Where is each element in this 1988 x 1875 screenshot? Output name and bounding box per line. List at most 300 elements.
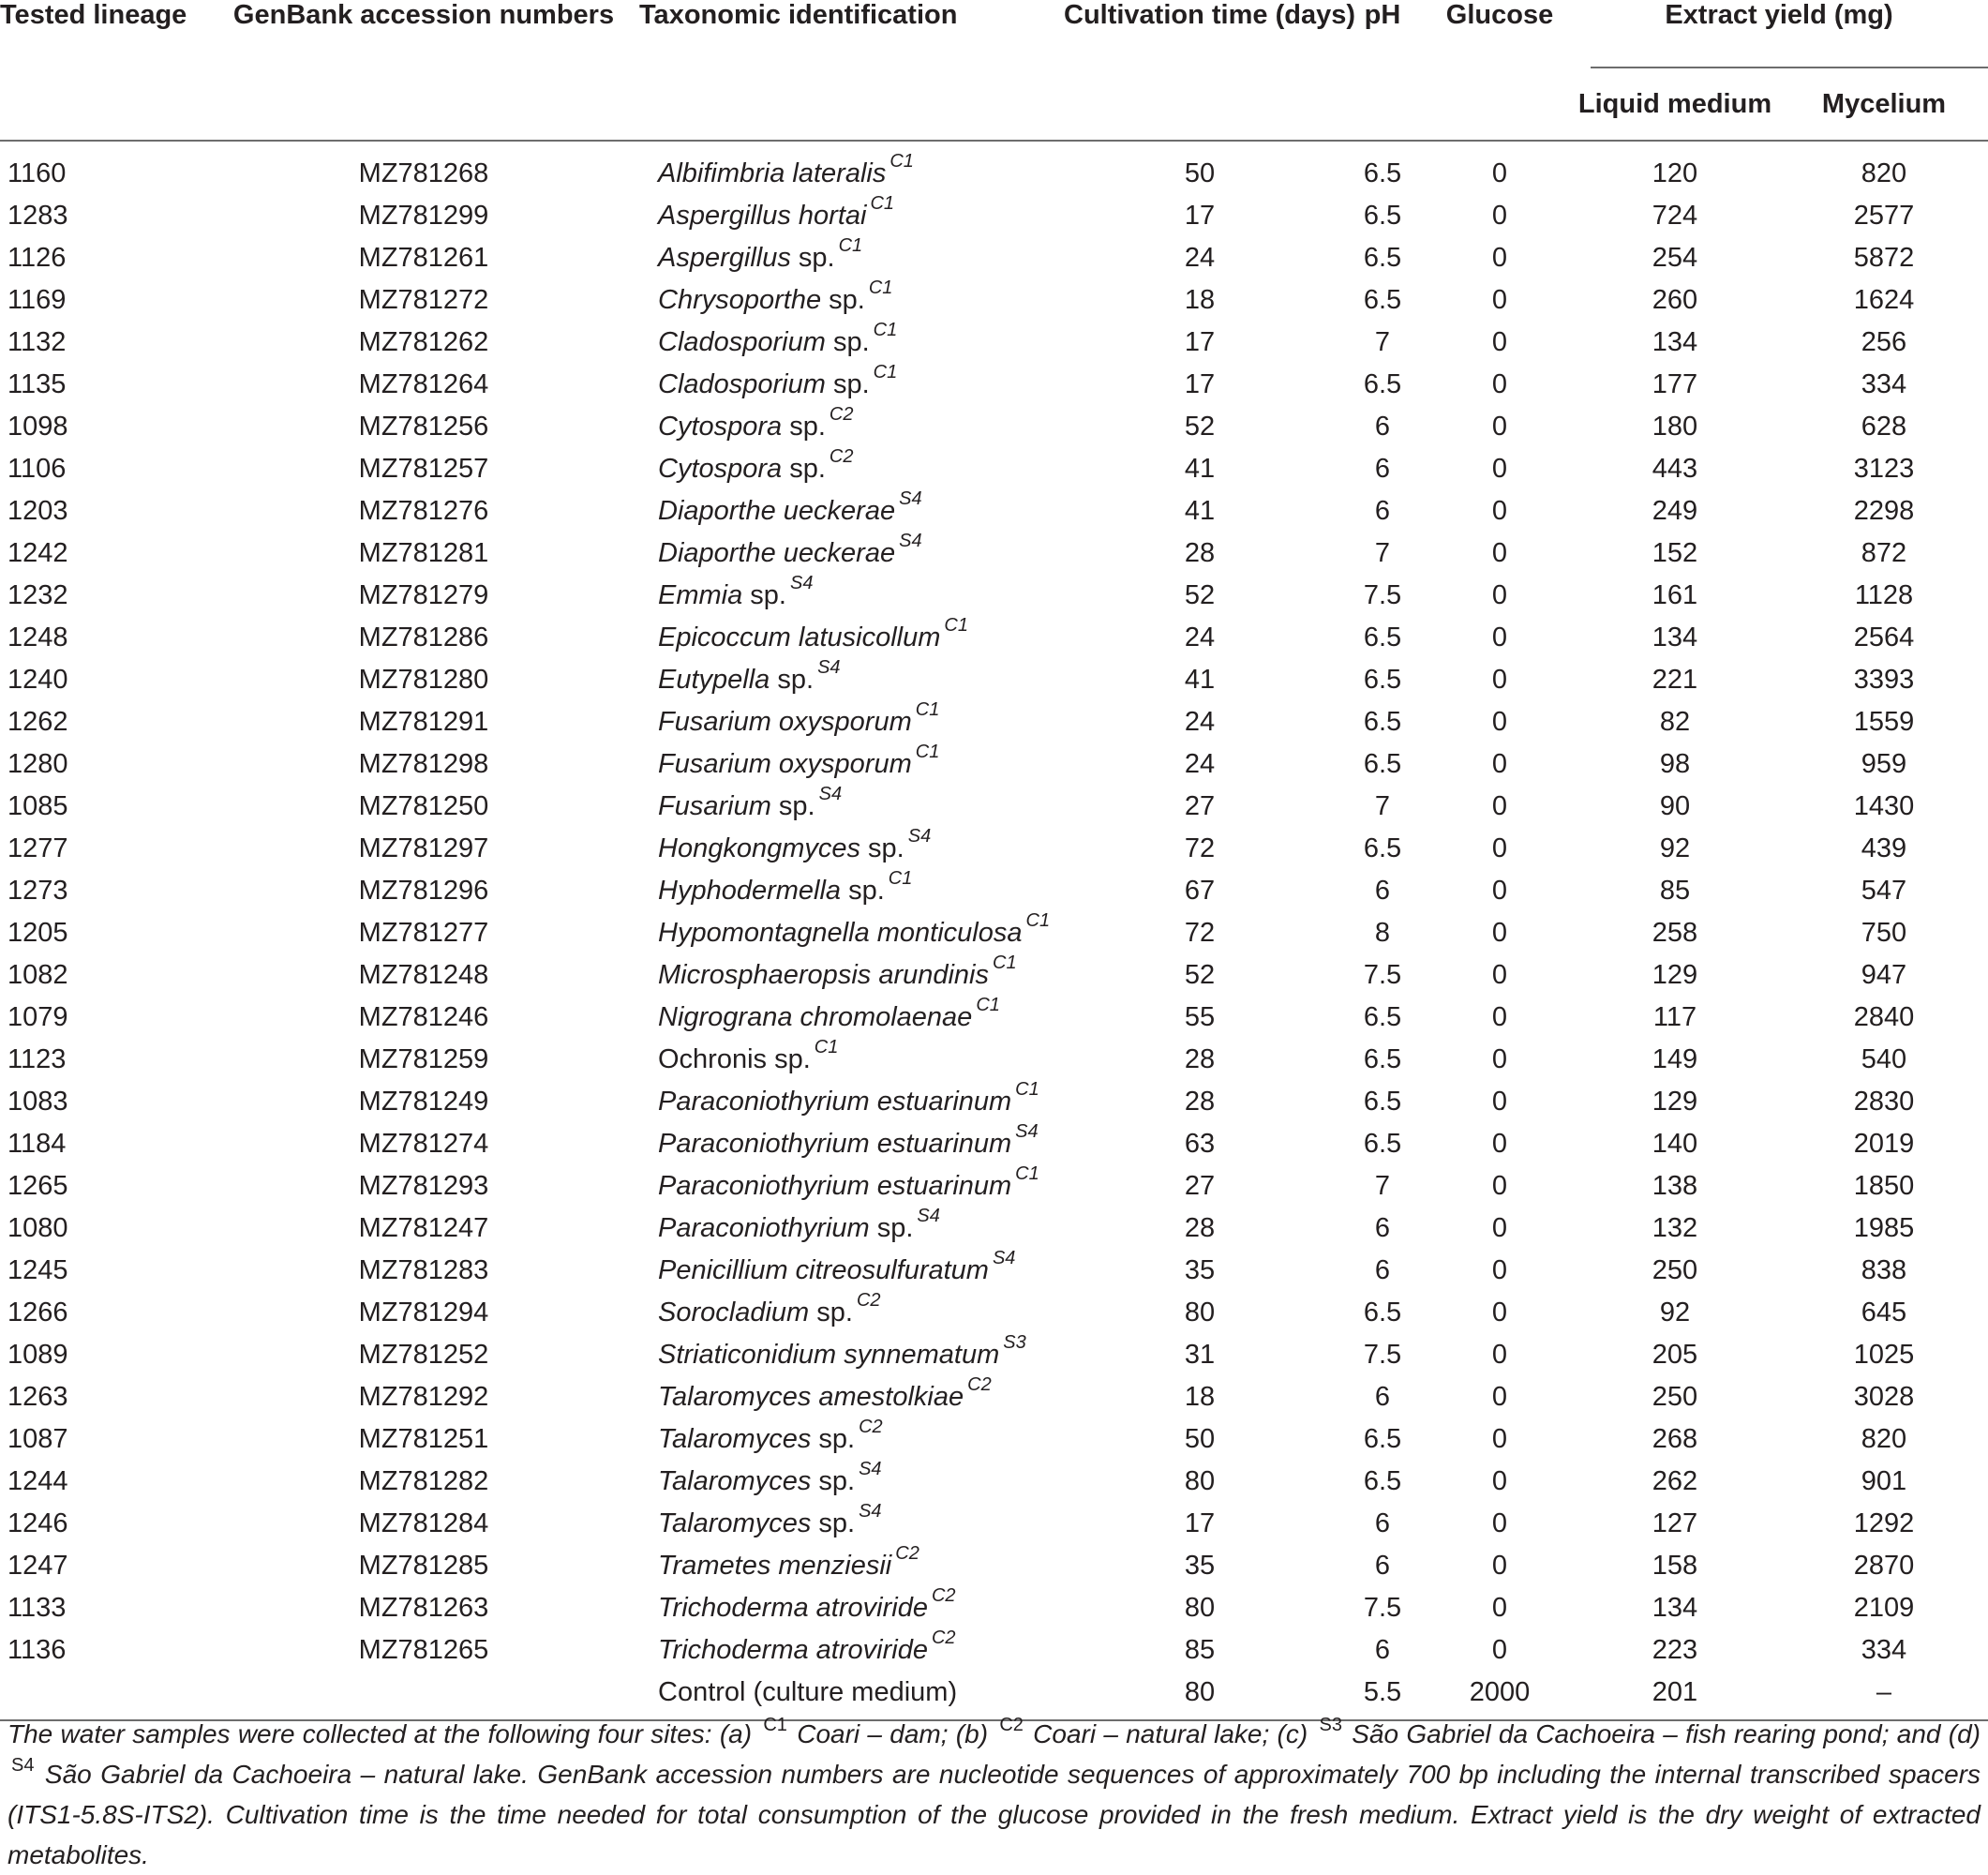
cell-taxonomy bbox=[639, 828, 1064, 870]
cell-genbank: MZ781280 bbox=[358, 665, 489, 695]
cell-lineage: 1240 bbox=[7, 665, 68, 695]
site-superscript: C2 bbox=[829, 446, 854, 467]
table-row bbox=[0, 406, 1988, 448]
cell-liquid-medium: 268 bbox=[1652, 1424, 1698, 1454]
cell-lineage: 1247 bbox=[7, 1551, 68, 1581]
cell-taxonomy bbox=[639, 659, 1064, 701]
site-superscript: C1 bbox=[868, 278, 893, 298]
table-row bbox=[0, 141, 1988, 195]
species-name: Fusarium bbox=[658, 791, 771, 821]
cell-cultivation-days: 72 bbox=[1184, 833, 1216, 863]
cell-genbank: MZ781252 bbox=[358, 1340, 489, 1370]
footnote-text-2: Coari – dam; (b) bbox=[788, 1719, 996, 1748]
cell-cultivation-days: 67 bbox=[1184, 876, 1216, 906]
cell-lineage: 1169 bbox=[7, 285, 67, 315]
cell-taxonomy bbox=[639, 1334, 1064, 1376]
species-name: Trichoderma atroviride bbox=[658, 1635, 928, 1665]
table-row bbox=[0, 1587, 1988, 1629]
cell-liquid-medium: 177 bbox=[1652, 369, 1698, 399]
cell-lineage: 1087 bbox=[7, 1424, 68, 1454]
cell-cultivation-days: 17 bbox=[1184, 369, 1216, 399]
cell-taxonomy bbox=[639, 279, 1064, 322]
cell-mycelium: 2830 bbox=[1853, 1087, 1915, 1117]
cell-taxonomy bbox=[639, 141, 1064, 195]
cell-glucose: 0 bbox=[1491, 1382, 1508, 1412]
cell-mycelium: 2109 bbox=[1853, 1593, 1915, 1623]
cell-mycelium: 2564 bbox=[1853, 622, 1915, 652]
site-superscript: S4 bbox=[1015, 1121, 1039, 1142]
cell-taxonomy bbox=[639, 1208, 1064, 1250]
cell-glucose: 0 bbox=[1491, 158, 1508, 188]
cell-genbank: MZ781291 bbox=[358, 707, 489, 737]
cell-taxonomy bbox=[639, 1081, 1064, 1123]
cell-liquid-medium: 250 bbox=[1652, 1382, 1698, 1412]
cell-lineage: 1089 bbox=[7, 1340, 68, 1370]
cell-glucose: 0 bbox=[1491, 1171, 1508, 1201]
species-name: Fusarium oxysporum bbox=[658, 749, 912, 779]
cell-mycelium: 872 bbox=[1861, 538, 1907, 568]
cell-taxonomy bbox=[639, 406, 1064, 448]
cell-cultivation-days: 24 bbox=[1184, 707, 1216, 737]
cell-lineage: 1265 bbox=[7, 1171, 68, 1201]
species-suffix: sp. bbox=[811, 1508, 856, 1538]
cell-cultivation-days: 52 bbox=[1184, 960, 1216, 990]
cell-cultivation-days: 24 bbox=[1184, 749, 1216, 779]
cell-glucose: 0 bbox=[1491, 538, 1508, 568]
cell-lineage: 1184 bbox=[7, 1129, 67, 1159]
cell-taxonomy bbox=[639, 364, 1064, 406]
cell-mycelium: 750 bbox=[1861, 918, 1907, 948]
cell-glucose: 0 bbox=[1491, 201, 1508, 231]
cell-taxonomy bbox=[639, 1587, 1064, 1629]
cell-mycelium: 334 bbox=[1861, 1635, 1907, 1665]
cell-glucose: 0 bbox=[1491, 1129, 1508, 1159]
site-superscript: C2 bbox=[829, 404, 854, 425]
cell-ph: 6 bbox=[1374, 1635, 1391, 1665]
cell-taxonomy bbox=[639, 912, 1064, 954]
cell-glucose: 0 bbox=[1491, 1340, 1508, 1370]
table-row bbox=[0, 195, 1988, 237]
cell-cultivation-days: 17 bbox=[1184, 201, 1216, 231]
cell-cultivation-days: 80 bbox=[1184, 1298, 1216, 1328]
cell-lineage: 1132 bbox=[7, 327, 67, 357]
species-name: Talaromyces bbox=[658, 1508, 812, 1538]
cell-lineage: 1232 bbox=[7, 580, 68, 610]
footnote-site-s4: S4 bbox=[11, 1755, 35, 1776]
table-row bbox=[0, 237, 1988, 279]
cell-ph: 7.5 bbox=[1363, 580, 1402, 610]
cell-cultivation-days: 52 bbox=[1184, 580, 1216, 610]
cell-ph: 7 bbox=[1374, 327, 1391, 357]
cell-genbank: MZ781247 bbox=[358, 1213, 489, 1243]
cell-ph: 6 bbox=[1374, 1255, 1391, 1285]
table-row bbox=[0, 1376, 1988, 1418]
table-header bbox=[0, 0, 1988, 141]
species-suffix: sp. bbox=[825, 369, 870, 399]
cell-lineage: 1205 bbox=[7, 918, 68, 948]
cell-mycelium: 901 bbox=[1861, 1466, 1907, 1496]
species-name: Emmia bbox=[658, 580, 743, 610]
cell-lineage: 1123 bbox=[7, 1044, 67, 1074]
species-suffix: sp. bbox=[770, 665, 815, 695]
cell-lineage: 1266 bbox=[7, 1298, 68, 1328]
cell-liquid-medium: 180 bbox=[1652, 412, 1698, 442]
cell-cultivation-days: 27 bbox=[1184, 791, 1216, 821]
cell-mycelium: 1624 bbox=[1853, 285, 1915, 315]
species-name: Paraconiothyrium bbox=[658, 1213, 870, 1243]
species-name: Cytospora bbox=[658, 454, 783, 484]
cell-liquid-medium: 223 bbox=[1652, 1635, 1698, 1665]
cell-ph: 6.5 bbox=[1363, 369, 1402, 399]
cell-ph: 6.5 bbox=[1363, 749, 1402, 779]
species-suffix: sp. bbox=[841, 876, 885, 906]
cell-genbank: MZ781265 bbox=[358, 1635, 489, 1665]
cell-liquid-medium: 161 bbox=[1652, 580, 1698, 610]
cell-genbank: MZ781256 bbox=[358, 412, 489, 442]
cell-liquid-medium: 254 bbox=[1652, 243, 1698, 273]
cell-genbank: MZ781298 bbox=[358, 749, 489, 779]
cell-lineage: 1263 bbox=[7, 1382, 68, 1412]
cell-glucose: 0 bbox=[1491, 1002, 1508, 1032]
cell-cultivation-days: 80 bbox=[1064, 1672, 1336, 1720]
cell-liquid-medium: 117 bbox=[1652, 1002, 1697, 1032]
species-name: Aspergillus hortai bbox=[658, 201, 867, 231]
cell-genbank: MZ781249 bbox=[358, 1087, 489, 1117]
cell-genbank: MZ781251 bbox=[358, 1424, 489, 1454]
cell-mycelium: 947 bbox=[1861, 960, 1907, 990]
cell-glucose: 2000 bbox=[1429, 1672, 1570, 1720]
species-name: Cladosporium bbox=[658, 327, 826, 357]
cell-genbank: MZ781272 bbox=[358, 285, 489, 315]
cell-glucose: 0 bbox=[1491, 1213, 1508, 1243]
cell-taxonomy bbox=[639, 1545, 1064, 1587]
species-name: Trichoderma atroviride bbox=[658, 1593, 928, 1623]
header-extract-yield bbox=[1570, 0, 1988, 68]
table-row bbox=[0, 828, 1988, 870]
cell-glucose: 0 bbox=[1491, 833, 1508, 863]
table-row bbox=[0, 1081, 1988, 1123]
site-superscript: S4 bbox=[992, 1248, 1016, 1268]
cell-mycelium: 838 bbox=[1861, 1255, 1907, 1285]
cell-liquid-medium: 152 bbox=[1652, 538, 1698, 568]
table-row bbox=[0, 912, 1988, 954]
cell-glucose: 0 bbox=[1491, 1298, 1508, 1328]
extract-yield-divider bbox=[1591, 67, 1988, 68]
cell-genbank: MZ781299 bbox=[358, 201, 489, 231]
cell-taxonomy bbox=[639, 1418, 1064, 1461]
cell-liquid-medium: 250 bbox=[1652, 1255, 1698, 1285]
cell-liquid-medium: 134 bbox=[1652, 622, 1698, 652]
cell-glucose: 0 bbox=[1491, 1255, 1508, 1285]
cell-glucose: 0 bbox=[1491, 1044, 1508, 1074]
cell-taxonomy bbox=[639, 195, 1064, 237]
footnote-text-1: The water samples were collected at the following four sites: (a) bbox=[7, 1719, 760, 1748]
site-superscript: C1 bbox=[944, 615, 968, 636]
cell-cultivation-days: 28 bbox=[1184, 1087, 1216, 1117]
cell-liquid-medium: 443 bbox=[1652, 454, 1698, 484]
cell-genbank: MZ781257 bbox=[358, 454, 489, 484]
cell-mycelium: 3028 bbox=[1853, 1382, 1915, 1412]
species-name: Chrysoporthe bbox=[658, 285, 822, 315]
cell-mycelium: 1025 bbox=[1853, 1340, 1915, 1370]
cell-mycelium: 2577 bbox=[1853, 201, 1915, 231]
cell-genbank: MZ781277 bbox=[358, 918, 489, 948]
table-row bbox=[0, 1334, 1988, 1376]
footnote-text-5: São Gabriel da Cachoeira – natural lake. GenBank accession numbers are nucleotide sequences of approximately 700 bp including the internal transcribed spacers (ITS1-5.8S-ITS2). Cultivation time is the time needed for total consumption of the glucose provided in the fresh medium. Extract yield is the dry weight of extracted metabolites. bbox=[7, 1760, 1981, 1869]
table-row bbox=[0, 1461, 1988, 1503]
cell-liquid-medium: 134 bbox=[1652, 1593, 1698, 1623]
cell-liquid-medium: 201 bbox=[1570, 1672, 1780, 1720]
cell-ph: 6 bbox=[1374, 496, 1391, 526]
cell-genbank: MZ781276 bbox=[358, 496, 489, 526]
cell-liquid-medium: 132 bbox=[1652, 1213, 1698, 1243]
cell-ph: 6.5 bbox=[1363, 1424, 1402, 1454]
cell-taxonomy bbox=[639, 575, 1064, 617]
footnote-text-3: Coari – natural lake; (c) bbox=[1024, 1719, 1316, 1748]
species-suffix: sp. bbox=[770, 791, 815, 821]
cell-ph: 7.5 bbox=[1363, 1593, 1402, 1623]
footnote-site-s3: S3 bbox=[1319, 1715, 1342, 1735]
cell-genbank: MZ781281 bbox=[358, 538, 489, 568]
cell-liquid-medium: 98 bbox=[1659, 749, 1691, 779]
cell-ph: 6 bbox=[1374, 412, 1391, 442]
table-row bbox=[0, 743, 1988, 786]
cell-lineage: 1245 bbox=[7, 1255, 68, 1285]
site-superscript: S3 bbox=[1003, 1332, 1026, 1353]
cell-cultivation-days: 55 bbox=[1184, 1002, 1216, 1032]
cell-ph: 6.5 bbox=[1363, 1466, 1402, 1496]
cell-mycelium: – bbox=[1780, 1672, 1988, 1720]
table-row bbox=[0, 954, 1988, 997]
header-taxonomy: Taxonomic identification bbox=[639, 0, 958, 30]
cell-ph: 6.5 bbox=[1363, 1044, 1402, 1074]
table-row bbox=[0, 1250, 1988, 1292]
cell-liquid-medium: 140 bbox=[1652, 1129, 1698, 1159]
cell-genbank: MZ781284 bbox=[358, 1508, 489, 1538]
cell-ph: 6.5 bbox=[1363, 622, 1402, 652]
cell-glucose: 0 bbox=[1491, 412, 1508, 442]
species-name: Paraconiothyrium estuarinum bbox=[658, 1087, 1012, 1117]
cell-lineage: 1262 bbox=[7, 707, 68, 737]
cell-glucose: 0 bbox=[1491, 243, 1508, 273]
cell-cultivation-days: 24 bbox=[1184, 622, 1216, 652]
cell-mycelium: 3123 bbox=[1853, 454, 1915, 484]
header-cultivation-time: Cultivation time (days) bbox=[1064, 0, 1355, 30]
species-suffix: sp. bbox=[821, 285, 865, 315]
cell-ph: 6 bbox=[1374, 1508, 1391, 1538]
species-name: Paraconiothyrium estuarinum bbox=[658, 1171, 1012, 1201]
species-suffix: sp. bbox=[811, 1466, 856, 1496]
cell-lineage: 1283 bbox=[7, 201, 68, 231]
cell-glucose: 0 bbox=[1491, 665, 1508, 695]
cell-taxonomy bbox=[639, 1292, 1064, 1334]
cell-mycelium: 2870 bbox=[1853, 1551, 1915, 1581]
cell-liquid-medium: 92 bbox=[1659, 1298, 1691, 1328]
cell-mycelium: 820 bbox=[1861, 1424, 1907, 1454]
cell-cultivation-days: 50 bbox=[1184, 1424, 1216, 1454]
table-row bbox=[0, 997, 1988, 1039]
cell-genbank: MZ781283 bbox=[358, 1255, 489, 1285]
cell-ph: 6 bbox=[1374, 876, 1391, 906]
cell-taxonomy bbox=[639, 786, 1064, 828]
cell-liquid-medium: 158 bbox=[1652, 1551, 1698, 1581]
species-suffix: sp. bbox=[782, 412, 826, 442]
site-superscript: S4 bbox=[818, 784, 843, 804]
table-row bbox=[0, 659, 1988, 701]
cell-taxonomy bbox=[639, 1250, 1064, 1292]
species-suffix: sp. bbox=[860, 833, 904, 863]
cell-genbank: MZ781297 bbox=[358, 833, 489, 863]
table-row bbox=[0, 1503, 1988, 1545]
species-suffix: Control (culture medium) bbox=[658, 1677, 958, 1707]
site-superscript: C1 bbox=[915, 699, 940, 720]
cell-taxonomy bbox=[639, 743, 1064, 786]
cell-cultivation-days: 18 bbox=[1184, 1382, 1216, 1412]
site-superscript: C2 bbox=[859, 1417, 883, 1437]
site-superscript: C1 bbox=[1015, 1079, 1039, 1100]
site-superscript: C1 bbox=[814, 1037, 839, 1058]
table-row bbox=[0, 448, 1988, 490]
site-superscript: S4 bbox=[907, 826, 932, 847]
cell-liquid-medium: 724 bbox=[1652, 201, 1698, 231]
site-superscript: C2 bbox=[931, 1585, 956, 1606]
cell-glucose: 0 bbox=[1491, 496, 1508, 526]
cell-genbank: MZ781279 bbox=[358, 580, 489, 610]
site-superscript: S4 bbox=[917, 1206, 940, 1226]
species-name: Albifimbria lateralis bbox=[658, 158, 887, 188]
site-superscript: S4 bbox=[817, 657, 841, 678]
site-superscript: S4 bbox=[859, 1501, 882, 1522]
cell-genbank: MZ781262 bbox=[358, 327, 489, 357]
footnote-site-c1: C1 bbox=[763, 1715, 787, 1735]
header-glucose: Glucose bbox=[1445, 0, 1554, 30]
species-name: Talaromyces bbox=[658, 1424, 812, 1454]
cell-cultivation-days: 80 bbox=[1184, 1593, 1216, 1623]
cell-taxonomy bbox=[639, 870, 1064, 912]
species-name: Cytospora bbox=[658, 412, 783, 442]
cell-mycelium: 334 bbox=[1861, 369, 1907, 399]
cell-mycelium: 1430 bbox=[1853, 791, 1915, 821]
cell-ph: 6.5 bbox=[1363, 243, 1402, 273]
cell-ph: 7.5 bbox=[1363, 960, 1402, 990]
cell-ph: 6.5 bbox=[1363, 201, 1402, 231]
cell-mycelium: 1292 bbox=[1853, 1508, 1915, 1538]
cell-glucose: 0 bbox=[1491, 791, 1508, 821]
species-suffix: sp. bbox=[869, 1213, 914, 1243]
cell-taxonomy bbox=[639, 617, 1064, 659]
site-superscript: C1 bbox=[888, 868, 913, 889]
cell-glucose: 0 bbox=[1491, 1551, 1508, 1581]
cell-ph: 7.5 bbox=[1363, 1340, 1402, 1370]
cell-taxonomy bbox=[639, 1461, 1064, 1503]
table-row bbox=[0, 490, 1988, 532]
table-row bbox=[0, 1165, 1988, 1208]
cell-lineage: 1135 bbox=[7, 369, 67, 399]
cell-mycelium: 3393 bbox=[1853, 665, 1915, 695]
cell-glucose: 0 bbox=[1491, 707, 1508, 737]
cell-mycelium: 1559 bbox=[1853, 707, 1915, 737]
table-body bbox=[0, 141, 1988, 1720]
species-name: Microsphaeropsis arundinis bbox=[658, 960, 989, 990]
cell-liquid-medium: 260 bbox=[1652, 285, 1698, 315]
cell-lineage: 1246 bbox=[7, 1508, 68, 1538]
cell-ph: 5.5 bbox=[1336, 1672, 1429, 1720]
cell-lineage: 1136 bbox=[7, 1635, 67, 1665]
cell-taxonomy bbox=[639, 490, 1064, 532]
cell-cultivation-days: 85 bbox=[1184, 1635, 1216, 1665]
cell-taxonomy bbox=[639, 997, 1064, 1039]
site-superscript: C1 bbox=[838, 235, 863, 256]
species-suffix: sp. bbox=[742, 580, 786, 610]
site-superscript: C1 bbox=[1025, 910, 1051, 931]
cell-genbank: MZ781261 bbox=[358, 243, 489, 273]
cell-taxonomy bbox=[639, 1503, 1064, 1545]
cell-mycelium: 2840 bbox=[1853, 1002, 1915, 1032]
cell-mycelium: 820 bbox=[1861, 158, 1907, 188]
cell-ph: 8 bbox=[1374, 918, 1391, 948]
cell-ph: 6.5 bbox=[1363, 1002, 1402, 1032]
cell-glucose: 0 bbox=[1491, 1635, 1508, 1665]
cell-liquid-medium: 134 bbox=[1652, 327, 1698, 357]
cell-cultivation-days: 18 bbox=[1184, 285, 1216, 315]
cell-cultivation-days: 17 bbox=[1184, 1508, 1216, 1538]
cell-liquid-medium: 90 bbox=[1659, 791, 1691, 821]
cell-glucose: 0 bbox=[1491, 1087, 1508, 1117]
cell-ph: 7 bbox=[1374, 1171, 1391, 1201]
cell-mycelium: 628 bbox=[1861, 412, 1907, 442]
cell-lineage: 1277 bbox=[7, 833, 68, 863]
cell-lineage: 1079 bbox=[7, 1002, 68, 1032]
cell-genbank: MZ781293 bbox=[358, 1171, 489, 1201]
table-row bbox=[0, 322, 1988, 364]
cell-ph: 6.5 bbox=[1363, 833, 1402, 863]
site-superscript: S4 bbox=[859, 1459, 882, 1479]
cell-cultivation-days: 72 bbox=[1184, 918, 1216, 948]
cell-genbank: MZ781274 bbox=[358, 1129, 489, 1159]
species-name: Talaromyces amestolkiae bbox=[658, 1382, 964, 1412]
cell-cultivation-days: 50 bbox=[1184, 158, 1216, 188]
cell-ph: 6.5 bbox=[1363, 1298, 1402, 1328]
cell-lineage: 1080 bbox=[7, 1213, 68, 1243]
cell-glucose: 0 bbox=[1491, 1508, 1508, 1538]
species-suffix: sp. bbox=[811, 1424, 856, 1454]
cell-liquid-medium: 221 bbox=[1652, 665, 1698, 695]
species-name: Trametes menziesii bbox=[658, 1551, 892, 1581]
site-superscript: C1 bbox=[993, 952, 1017, 973]
cell-lineage: 1248 bbox=[7, 622, 68, 652]
cell-genbank: MZ781248 bbox=[358, 960, 489, 990]
table-row bbox=[0, 279, 1988, 322]
cell-ph: 6.5 bbox=[1363, 707, 1402, 737]
cell-lineage: 1082 bbox=[7, 960, 68, 990]
cell-taxonomy bbox=[639, 1039, 1064, 1081]
site-superscript: C1 bbox=[873, 362, 898, 382]
species-name: Aspergillus bbox=[658, 243, 791, 273]
species-suffix: Ochronis sp. bbox=[658, 1044, 811, 1074]
cell-taxonomy bbox=[639, 701, 1064, 743]
site-superscript: C1 bbox=[873, 320, 898, 340]
table-row bbox=[0, 1208, 1988, 1250]
cell-ph: 6 bbox=[1374, 454, 1391, 484]
cell-cultivation-days: 17 bbox=[1184, 327, 1216, 357]
cell-cultivation-days: 27 bbox=[1184, 1171, 1216, 1201]
cell-liquid-medium: 129 bbox=[1652, 1087, 1698, 1117]
cell-taxonomy bbox=[639, 532, 1064, 575]
cell-genbank: MZ781259 bbox=[358, 1044, 489, 1074]
table-row bbox=[0, 1292, 1988, 1334]
header-ph: pH bbox=[1364, 0, 1401, 30]
table-row bbox=[0, 786, 1988, 828]
